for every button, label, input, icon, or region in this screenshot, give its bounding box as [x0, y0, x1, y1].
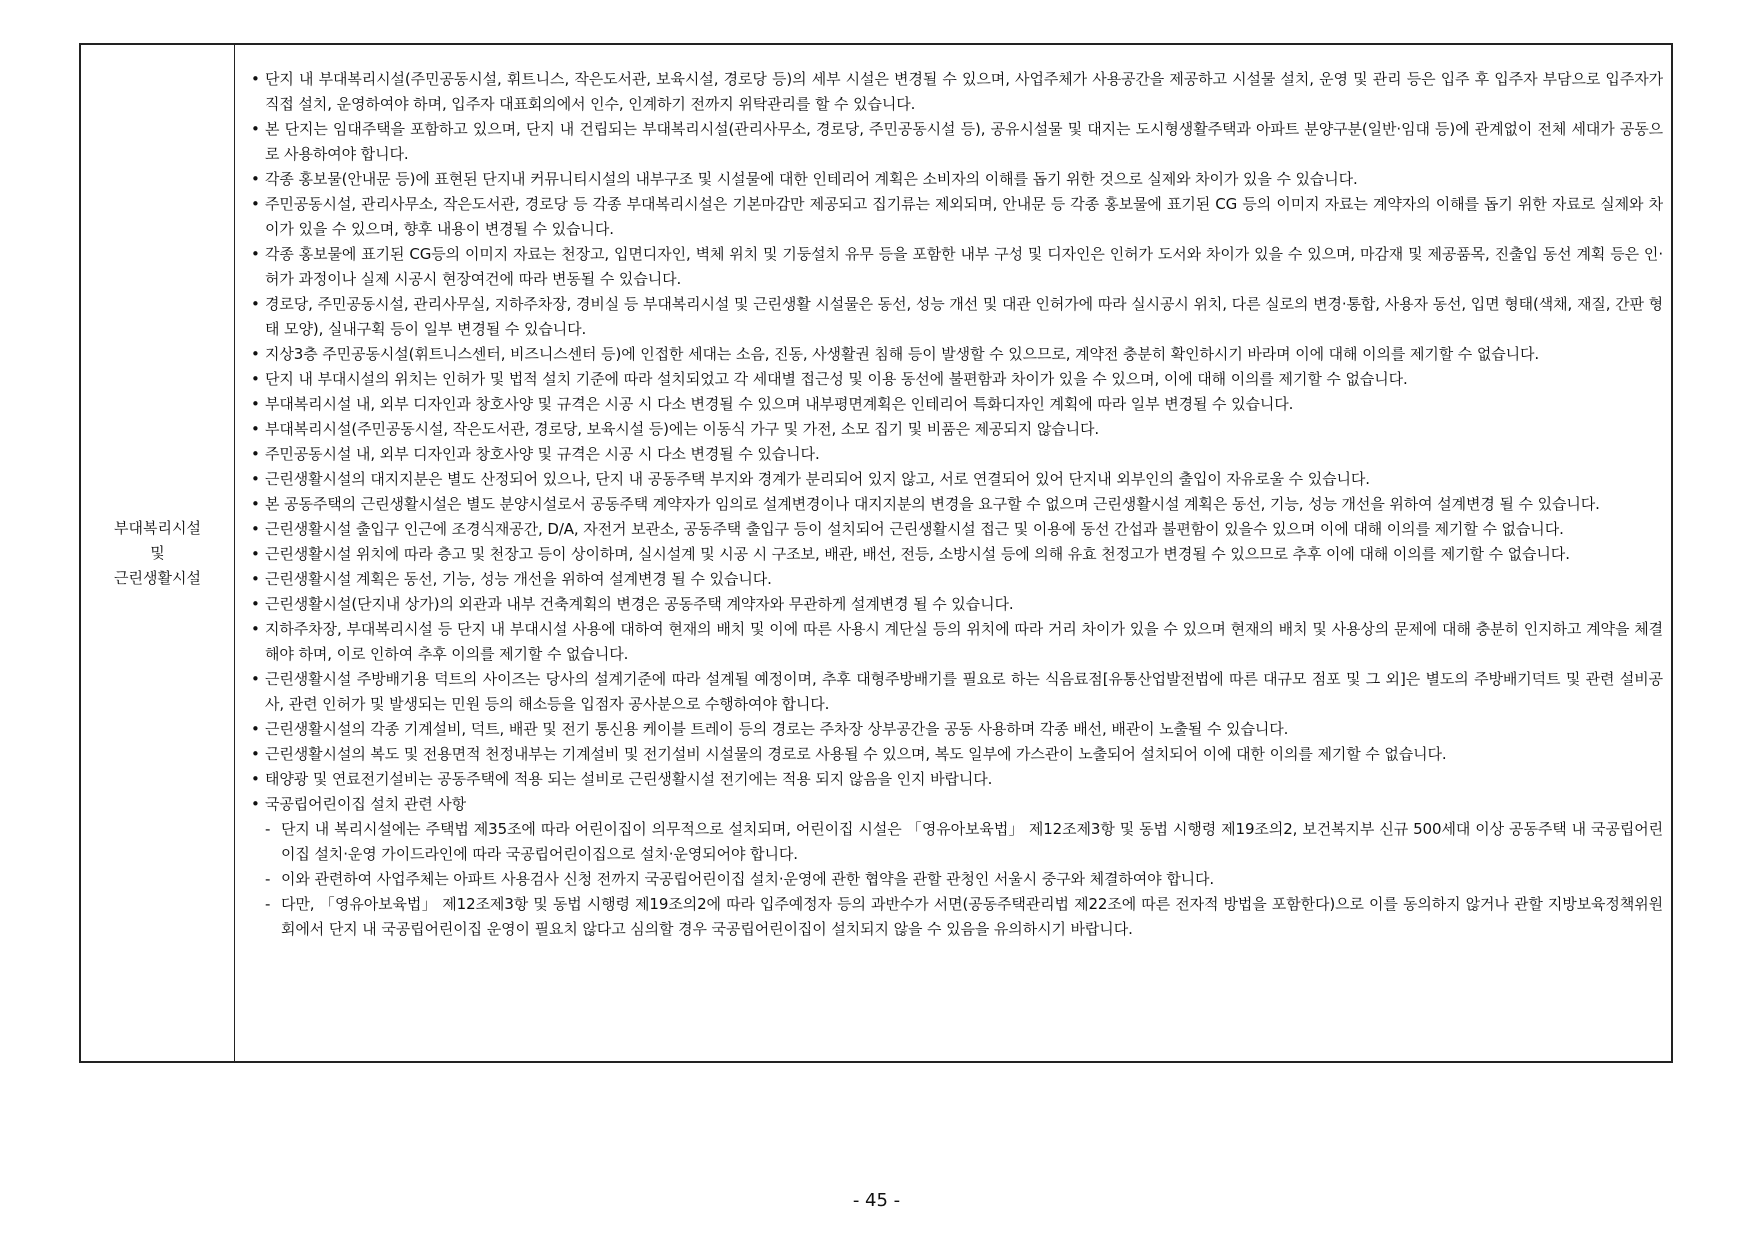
sub-item: - 이와 관련하여 사업주체는 아파트 사용검사 신청 전까지 국공립어린이집 설치·운영에 관한 협약을 관할 관청인 서울시 중구와 체결하여야 합니다.: [249, 867, 1663, 892]
bullet-item: • 근린생활시설 위치에 따라 층고 및 천장고 등이 상이하며, 실시설계 및 시공 시 구조보, 배관, 배선, 전등, 소방시설 등에 의해 유효 천정고가 변경될 수 있으므로 추후 이에 대해 이의를 제기할 수 없습니다.: [249, 542, 1663, 567]
content-cell: [235, 45, 1671, 1061]
category-line-1: 부대복리시설: [114, 518, 201, 537]
bullet-item: • 부대복리시설(주민공동시설, 작은도서관, 경로당, 보육시설 등)에는 이동식 가구 및 가전, 소모 집기 및 비품은 제공되지 않습니다.: [249, 417, 1663, 442]
bullet-item: • 단지 내 부대복리시설(주민공동시설, 휘트니스, 작은도서관, 보육시설, 경로당 등)의 세부 시설은 변경될 수 있으며, 사업주체가 사용공간을 제공하고 시설물 설치, 운영 및 관리 등은 입주 후 입주자 부담으로 입주자가 직접 설치, 운영하여야 하며, 입주자 대표회의에서 인수, 인계하기 전까지 위탁관리를 할 수 있습니다.: [249, 67, 1663, 117]
bullet-item: • 본 단지는 임대주택을 포함하고 있으며, 단지 내 건립되는 부대복리시설(관리사무소, 경로당, 주민공동시설 등), 공유시설물 및 대지는 도시형생활주택과 아파트 분양구분(일반·임대 등)에 관계없이 전체 세대가 공동으로 사용하여야 합니다.: [249, 117, 1663, 167]
bullet-item: • 본 공동주택의 근린생활시설은 별도 분양시설로서 공동주택 계약자가 임의로 설계변경이나 대지지분의 변경을 요구할 수 없으며 근린생활시설 계획은 동선, 기능, 성능 개선을 위하여 설계변경 될 수 있습니다.: [249, 492, 1663, 517]
bullet-item: • 근린생활시설의 각종 기계설비, 덕트, 배관 및 전기 통신용 케이블 트레이 등의 경로는 주차장 상부공간을 공동 사용하며 각종 배선, 배관이 노출될 수 있습니다.: [249, 717, 1663, 742]
bullet-item: • 경로당, 주민공동시설, 관리사무실, 지하주차장, 경비실 등 부대복리시설 및 근린생활 시설물은 동선, 성능 개선 및 대관 인허가에 따라 실시공시 위치, 다른 실로의 변경·통합, 사용자 동선, 입면 형태(색채, 재질, 간판 형태 모양), 실내구획 등이 일부 변경될 수 있습니다.: [249, 292, 1663, 342]
sub-item: - 다만, 「영유아보육법」 제12조제3항 및 동법 시행령 제19조의2에 따라 입주예정자 등의 과반수가 서면(공동주택관리법 제22조에 따른 전자적 방법을 포함한다)으로 이를 동의하지 않거나 관할 지방보육정책위원회에서 단지 내 국공립어린이집 운영이 필요치 않다고 심의할 경우 국공립어린이집이 설치되지 않을 수 있음을 유의하시기 바랍니다.: [249, 892, 1663, 942]
bullet-item: • 각종 홍보물에 표기된 CG등의 이미지 자료는 천장고, 입면디자인, 벽체 위치 및 기둥설치 유무 등을 포함한 내부 구성 및 디자인은 인허가 도서와 차이가 있을 수 있으며, 마감재 및 제공품목, 진출입 동선 계획 등은 인·허가 과정이나 실제 시공시 현장여건에 따라 변동될 수 있습니다.: [249, 242, 1663, 292]
bullet-item: • 근린생활시설의 복도 및 전용면적 천정내부는 기계설비 및 전기설비 시설물의 경로로 사용될 수 있으며, 복도 일부에 가스관이 노출되어 설치되어 이에 대한 이의를 제기할 수 없습니다.: [249, 742, 1663, 767]
bullet-item: • 각종 홍보물(안내문 등)에 표현된 단지내 커뮤니티시설의 내부구조 및 시설물에 대한 인테리어 계획은 소비자의 이해를 돕기 위한 것으로 실제와 차이가 있을 수 있습니다.: [249, 167, 1663, 192]
category-line-3: 근린생활시설: [114, 568, 201, 587]
bullet-item: • 단지 내 부대시설의 위치는 인허가 및 법적 설치 기준에 따라 설치되었고 각 세대별 접근성 및 이용 동선에 불편함과 차이가 있을 수 있으며, 이에 대해 이의를 제기할 수 없습니다.: [249, 367, 1663, 392]
bullet-item: • 주민공동시설 내, 외부 디자인과 창호사양 및 규격은 시공 시 다소 변경될 수 있습니다.: [249, 442, 1663, 467]
bullet-item: • 지하주차장, 부대복리시설 등 단지 내 부대시설 사용에 대하여 현재의 배치 및 이에 따른 사용시 계단실 등의 위치에 따라 거리 차이가 있을 수 있으며 현재의 배치 및 사용상의 문제에 대해 충분히 인지하고 계약을 체결해야 하며, 이로 인하여 추후 이의를 제기할 수 없습니다.: [249, 617, 1663, 667]
bullet-item: • 부대복리시설 내, 외부 디자인과 창호사양 및 규격은 시공 시 다소 변경될 수 있으며 내부평면계획은 인테리어 특화디자인 계획에 따라 일부 변경될 수 있습니다.: [249, 392, 1663, 417]
bullet-list: [249, 67, 1663, 817]
page-number: - 45 -: [852, 1190, 901, 1211]
bullet-item: • 주민공동시설, 관리사무소, 작은도서관, 경로당 등 각종 부대복리시설은 기본마감만 제공되고 집기류는 제외되며, 안내문 등 각종 홍보물에 표기된 CG 등의 이미지 자료는 계약자의 이해를 돕기 위한 자료로 실제와 차이가 있을 수 있으며, 향후 내용이 변경될 수 있습니다.: [249, 192, 1663, 242]
category-line-2: 및: [150, 543, 165, 562]
category-label: [114, 516, 201, 591]
bullet-item: • 지상3층 주민공동시설(휘트니스센터, 비즈니스센터 등)에 인접한 세대는 소음, 진동, 사생활권 침해 등이 발생할 수 있으므로, 계약전 충분히 확인하시기 바라며 이에 대해 이의를 제기할 수 없습니다.: [249, 342, 1663, 367]
sub-list: [249, 817, 1663, 942]
bullet-item: • 근린생활시설 출입구 인근에 조경식재공간, D/A, 자전거 보관소, 공동주택 출입구 등이 설치되어 근린생활시설 접근 및 이용에 동선 간섭과 불편함이 있을수 있으며 이에 대해 이의를 제기할 수 없습니다.: [249, 517, 1663, 542]
bullet-item: • 근린생활시설(단지내 상가)의 외관과 내부 건축계획의 변경은 공동주택 계약자와 무관하게 설계변경 될 수 있습니다.: [249, 592, 1663, 617]
bullet-item: • 국공립어린이집 설치 관련 사항: [249, 792, 1663, 817]
bullet-item: • 근린생활시설 계획은 동선, 기능, 성능 개선을 위하여 설계변경 될 수 있습니다.: [249, 567, 1663, 592]
sub-item: - 단지 내 복리시설에는 주택법 제35조에 따라 어린이집이 의무적으로 설치되며, 어린이집 시설은 「영유아보육법」 제12조제3항 및 동법 시행령 제19조의2, 보건복지부 신규 500세대 이상 공동주택 내 국공립어린이집 설치·운영 가이드라인에 따라 국공립어린이집으로 설치·운영되어야 합니다.: [249, 817, 1663, 867]
bullet-item: • 태양광 및 연료전기설비는 공동주택에 적용 되는 설비로 근린생활시설 전기에는 적용 되지 않음을 인지 바랍니다.: [249, 767, 1663, 792]
notice-table: [79, 43, 1673, 1063]
bullet-item: • 근린생활시설의 대지지분은 별도 산정되어 있으나, 단지 내 공동주택 부지와 경계가 분리되어 있지 않고, 서로 연결되어 있어 단지내 외부인의 출입이 자유로울 수 있습니다.: [249, 467, 1663, 492]
category-cell: [81, 45, 235, 1061]
bullet-item: • 근린생활시설 주방배기용 덕트의 사이즈는 당사의 설계기준에 따라 설계될 예정이며, 추후 대형주방배기를 필요로 하는 식음료점[유통산업발전법에 따른 대규모 점포 및 그 외]은 별도의 주방배기덕트 및 관련 설비공사, 관련 인허가 및 발생되는 민원 등의 해소등을 입점자 공사분으로 수행하여야 합니다.: [249, 667, 1663, 717]
